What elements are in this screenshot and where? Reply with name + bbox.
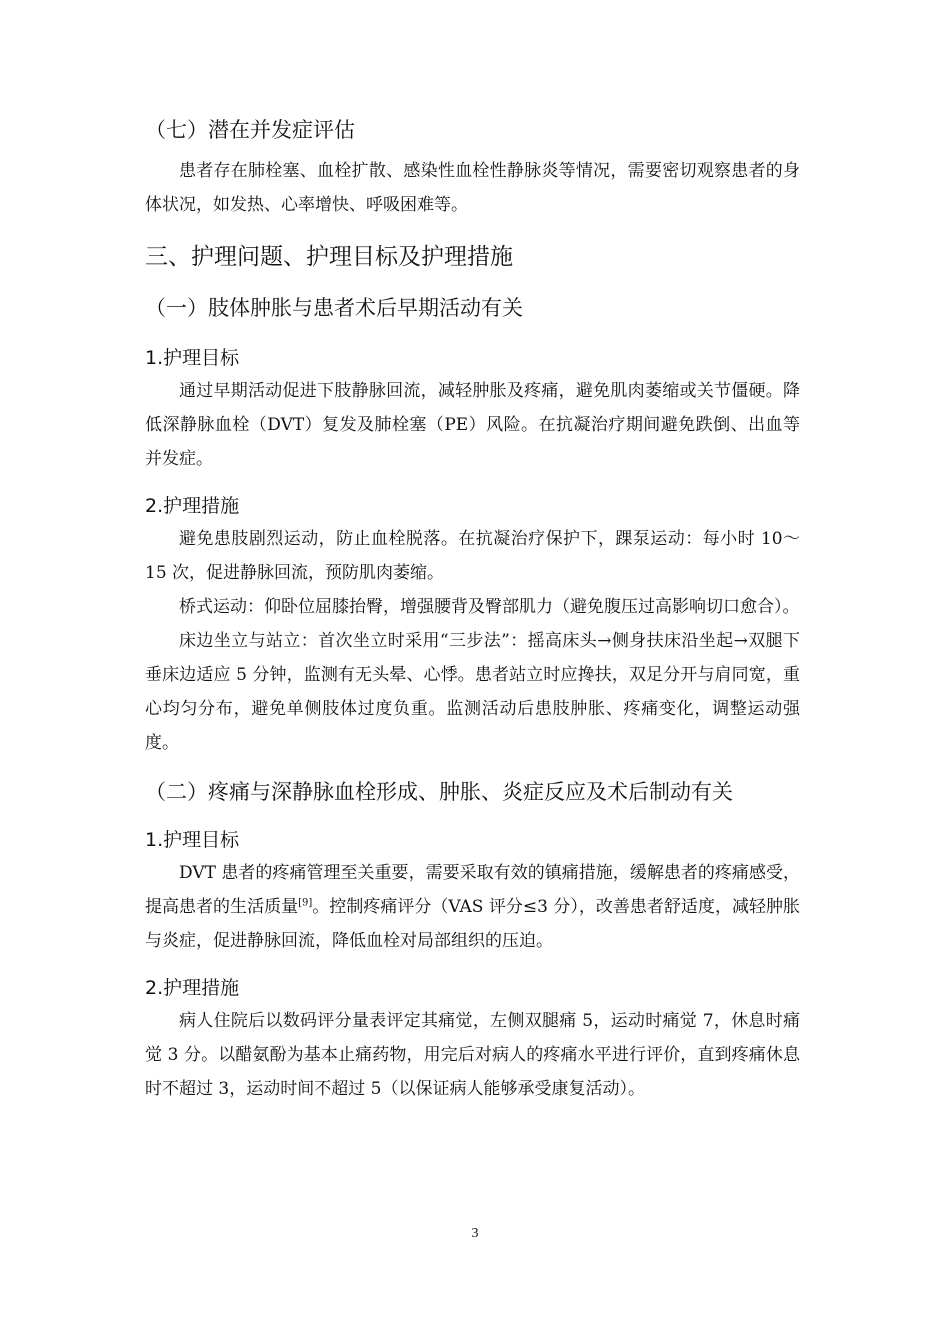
heading-pain-goal: 1.护理目标 [145,829,240,851]
paragraph-swelling-measure-3: 床边坐立与站立：首次坐立时采用“三步法”：摇高床头→侧身扶床沿坐起→双腿下垂床边适应 5 分钟，监测有无头晕、心悸。患者站立时应搀扶，双足分开与肩同宽，重心均匀分布，避免单侧肢体过度负重。监测活动后患肢肿胀、疼痛变化，调整运动强度。 [145,631,800,753]
section-heading-nursing: 三、护理问题、护理目标及护理措施 [145,244,513,270]
citation-ref: [9] [298,897,313,909]
heading-swelling-measures: 2.护理措施 [145,495,240,517]
heading-pain-measures: 2.护理措施 [145,977,240,999]
paragraph-swelling-measure-2: 桥式运动：仰卧位屈膝抬臀，增强腰背及臀部肌力（避免腹压过高影响切口愈合）。 [179,597,800,617]
paragraph-swelling-goal: 通过早期活动促进下肢静脉回流，减轻肿胀及疼痛，避免肌肉萎缩或关节僵硬。降低深静脉血栓（DVT）复发及肺栓塞（PE）风险。在抗凝治疗期间避免跌倒、出血等并发症。 [145,381,800,469]
paragraph-pain-measure-1: 病人住院后以数码评分量表评定其痛觉，左侧双腿痛 5，运动时痛觉 7，休息时痛觉 3 分。以醋氨酚为基本止痛药物，用完后对病人的疼痛水平进行评价，直到疼痛休息时不超过 3，运动时间不超过 5（以保证病人能够承受康复活动）。 [145,1011,800,1099]
paragraph-complications: 患者存在肺栓塞、血栓扩散、感染性血栓性静脉炎等情况，需要密切观察患者的身体状况，如发热、心率增快、呼吸困难等。 [145,161,800,215]
section-heading-complications: （七）潜在并发症评估 [145,118,355,142]
pain-goal-text-a: DVT 患者的疼痛管理至关重要，需要采取有效的镇痛措施，缓解患者的疼痛感受，提高患者的生活质量 [145,863,800,917]
pain-goal-text-b: 。控制疼痛评分（VAS 评分≤3 分），改善患者舒适度，减轻肿胀与炎症，促进静脉回流，降低血栓对局部组织的压迫。 [145,897,800,951]
heading-swelling-goal: 1.护理目标 [145,347,240,369]
subsection-heading-swelling: （一）肢体肿胀与患者术后早期活动有关 [145,296,523,320]
page-number: 3 [471,1226,479,1241]
subsection-heading-pain: （二）疼痛与深静脉血栓形成、肿胀、炎症反应及术后制动有关 [145,780,733,804]
paragraph-swelling-measure-1: 避免患肢剧烈运动，防止血栓脱落。在抗凝治疗保护下，踝泵运动：每小时 10～15 次，促进静脉回流，预防肌肉萎缩。 [145,529,800,583]
document-page [145,112,800,1106]
paragraph-pain-goal [145,856,800,958]
